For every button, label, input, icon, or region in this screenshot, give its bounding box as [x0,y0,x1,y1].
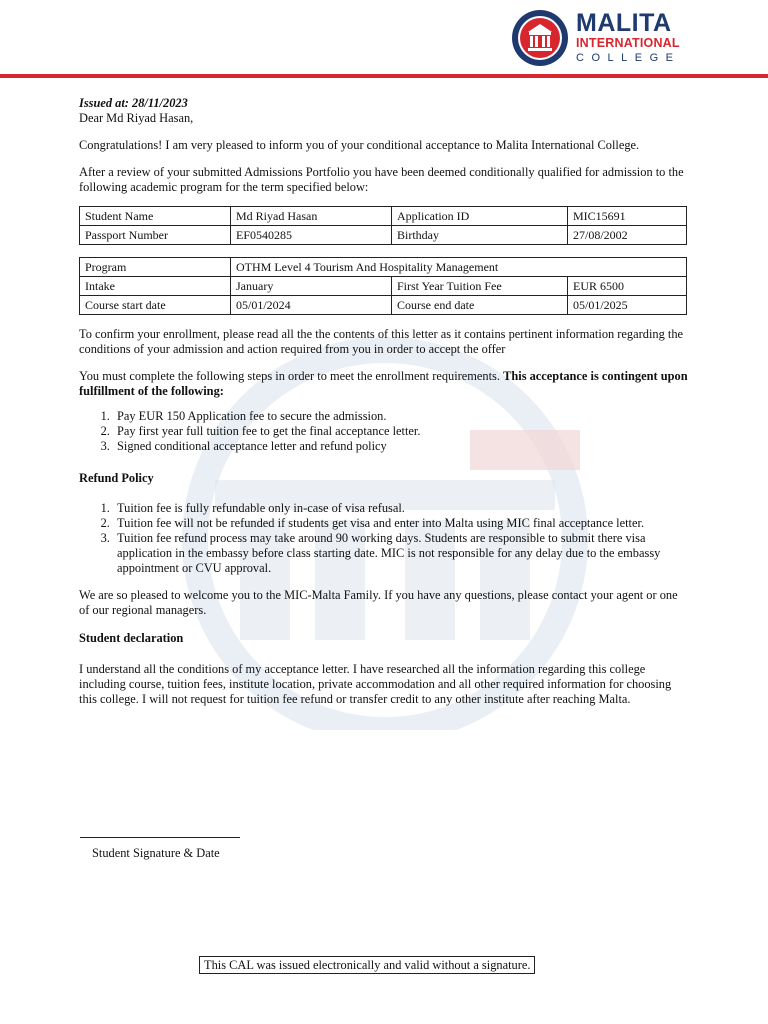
table-row [80,258,687,277]
review-paragraph: After a review of your submitted Admissions Portfolio you have been deemed conditionally qualified for admission to the following academic program for the term specified below: [79,165,684,194]
college-logo [510,8,762,68]
table-cell: Student Name [80,207,231,226]
letter-body [79,96,689,707]
steps-intro [79,369,689,399]
table-cell: Course start date [80,296,231,315]
table-cell: 27/08/2002 [568,226,687,245]
table-cell: Course end date [392,296,568,315]
refund-heading: Refund Policy [79,471,154,485]
declaration-paragraph: I understand all the conditions of my acceptance letter. I have researched all the information regarding this college including course, tuition fees, institute location, private accommodation and all other required information for choosing this college. I will not request for tuition fee refund or transfer credit to any other institute after reaching Malta. [79,662,672,706]
congratulations-paragraph: Congratulations! I am very pleased to inform you of your conditional acceptance to Malita International College. [79,138,640,152]
welcome-paragraph: We are so pleased to welcome you to the MIC-Malta Family. If you have any questions, please contact your agent or one of our regional managers. [79,588,678,617]
table-cell: Md Riyad Hasan [231,207,392,226]
list-item: 3. Tuition fee refund process may take around 90 working days. Students are responsible to submit there visa application in the embassy before class starting date. MIC is not responsible for any delay due to the embassy appointment or CVU approval. [113,531,689,576]
steps-list [79,409,689,454]
list-item: 2. Pay first year full tuition fee to get the final acceptance letter. [113,424,689,439]
table-cell: Passport Number [80,226,231,245]
list-item: 1. Pay EUR 150 Application fee to secure the admission. [113,409,689,424]
steps-intro-bold: This acceptance is contingent upon fulfillment of the following: [79,369,688,398]
table-row [80,207,687,226]
table-cell: Birthday [392,226,568,245]
table-cell: EF0540285 [231,226,392,245]
signature-label: Student Signature & Date [92,846,220,860]
signature-line [80,837,240,838]
table-cell: 05/01/2024 [231,296,392,315]
table-cell: Application ID [392,207,568,226]
header-divider [0,74,768,78]
logo-line-3: COLLEGE [576,52,681,64]
salutation: Dear Md Riyad Hasan, [79,111,194,125]
program-info-table [79,257,687,315]
table-row [80,296,687,315]
college-seal-icon [510,8,570,68]
footer-note: This CAL was issued electronically and valid without a signature. [199,956,535,974]
logo-line-2: INTERNATIONAL [576,36,680,50]
table-cell: OTHM Level 4 Tourism And Hospitality Management [231,258,687,277]
table-cell: 05/01/2025 [568,296,687,315]
list-item: 3. Signed conditional acceptance letter and refund policy [113,439,689,454]
table-cell: Intake [80,277,231,296]
steps-intro-text: You must complete the following steps in order to meet the enrollment requirements. [79,369,500,383]
table-cell: EUR 6500 [568,277,687,296]
list-item: 2. Tuition fee will not be refunded if students get visa and enter into Malta using MIC final acceptance letter. [113,516,689,531]
table-row [80,226,687,245]
student-info-table [79,206,687,245]
table-row [80,277,687,296]
refund-list [79,501,689,576]
college-name [576,10,680,65]
logo-line-1: MALITA [576,9,672,37]
table-cell: January [231,277,392,296]
table-cell: First Year Tuition Fee [392,277,568,296]
declaration-heading: Student declaration [79,631,184,645]
table-cell: MIC15691 [568,207,687,226]
confirm-paragraph: To confirm your enrollment, please read all the the contents of this letter as it contains pertinent information regarding the conditions of your admission and action required from you in order to accept the offer [79,327,684,356]
list-item: 1. Tuition fee is fully refundable only in-case of visa refusal. [113,501,689,516]
table-cell: Program [80,258,231,277]
issued-date: Issued at: 28/11/2023 [79,96,188,110]
